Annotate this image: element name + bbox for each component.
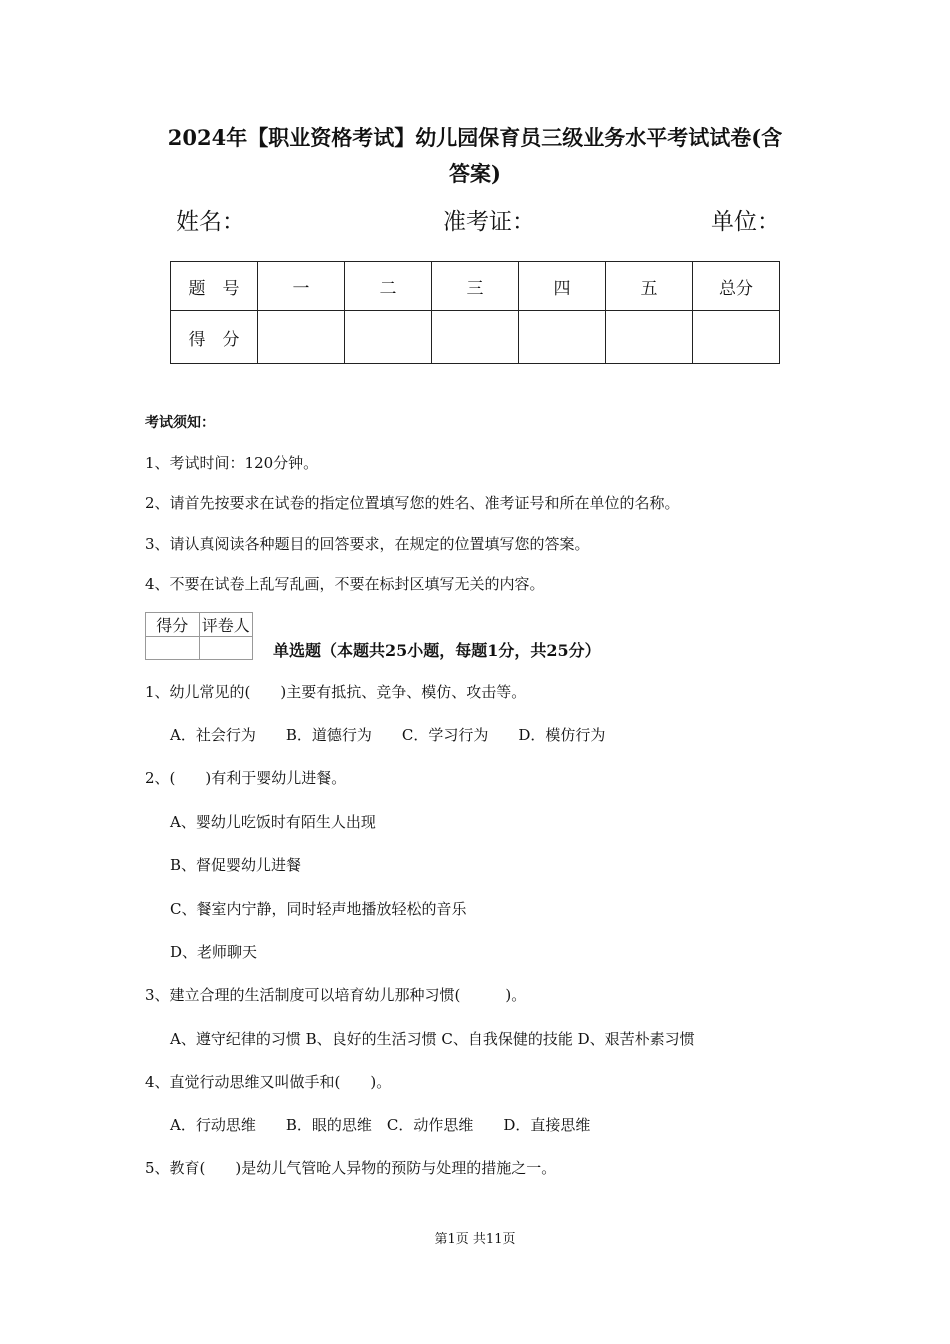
grader-box — [145, 612, 253, 660]
cell-question-number-label: 题 号 — [171, 262, 258, 311]
exam-title — [140, 120, 810, 192]
section-title: 单选题（本题共25小题，每题1分，共25分） — [273, 641, 601, 660]
grader-score-label: 得分 — [146, 613, 200, 637]
cell-total: 总分 — [693, 262, 780, 311]
score-input-total[interactable] — [693, 311, 780, 364]
question-1-stem: 1、幼儿常见的( )主要有抵抗、竞争、模仿、攻击等。 — [145, 683, 527, 701]
score-input-3[interactable] — [432, 311, 519, 364]
question-2-option-b: B、督促婴幼儿进餐 — [170, 856, 302, 874]
question-4-stem: 4、直觉行动思维又叫做手和( )。 — [145, 1073, 392, 1091]
grader-score-input[interactable] — [146, 637, 200, 660]
score-input-1[interactable] — [258, 311, 345, 364]
score-input-4[interactable] — [519, 311, 606, 364]
name-label: 姓名： — [176, 209, 245, 235]
cell-section-2: 二 — [345, 262, 432, 311]
grader-name-label: 评卷人 — [199, 613, 253, 637]
cell-section-1: 一 — [258, 262, 345, 311]
notice-item-4: 4、不要在试卷上乱写乱画，不要在标封区填写无关的内容。 — [145, 575, 545, 593]
score-input-5[interactable] — [606, 311, 693, 364]
cell-section-5: 五 — [606, 262, 693, 311]
cell-score-label: 得 分 — [171, 311, 258, 364]
score-table — [170, 261, 780, 364]
score-table-header-row — [171, 262, 780, 311]
question-2-option-a: A、婴幼儿吃饭时有陌生人出现 — [170, 813, 376, 831]
cell-section-4: 四 — [519, 262, 606, 311]
cell-section-3: 三 — [432, 262, 519, 311]
title-line-1: 2024年【职业资格考试】幼儿园保育员三级业务水平考试试卷(含 — [167, 125, 783, 150]
question-4-options: A．行动思维 B．眼的思维 C．动作思维 D．直接思维 — [170, 1116, 591, 1134]
question-2-option-d: D、老师聊天 — [170, 943, 258, 961]
page-footer: 第1页 共11页 — [434, 1232, 516, 1247]
grader-name-input[interactable] — [199, 637, 253, 660]
title-line-2: 答案) — [449, 161, 501, 186]
question-2-option-c: C、餐室内宁静，同时轻声地播放轻松的音乐 — [170, 900, 467, 918]
unit-label: 单位： — [711, 209, 780, 235]
question-2-stem: 2、( )有利于婴幼儿进餐。 — [145, 769, 347, 787]
question-3-options: A、遵守纪律的习惯 B、良好的生活习惯 C、自我保健的技能 D、艰苦朴素习惯 — [170, 1030, 695, 1048]
score-input-2[interactable] — [345, 311, 432, 364]
score-table-score-row — [171, 311, 780, 364]
notice-heading: 考试须知： — [145, 415, 215, 431]
candidate-fields — [0, 203, 950, 237]
notice-item-2: 2、请首先按要求在试卷的指定位置填写您的姓名、准考证号和所在单位的名称。 — [145, 494, 680, 512]
notice-item-1: 1、考试时间：120分钟。 — [145, 454, 319, 472]
exam-id-label: 准考证： — [443, 209, 535, 235]
notice-item-3: 3、请认真阅读各种题目的回答要求，在规定的位置填写您的答案。 — [145, 535, 590, 553]
question-5-stem: 5、教育( )是幼儿气管呛人异物的预防与处理的措施之一。 — [145, 1159, 557, 1177]
question-1-options: A．社会行为 B．道德行为 C．学习行为 D．模仿行为 — [170, 726, 606, 744]
question-3-stem: 3、建立合理的生活制度可以培育幼儿那种习惯( )。 — [145, 986, 527, 1004]
